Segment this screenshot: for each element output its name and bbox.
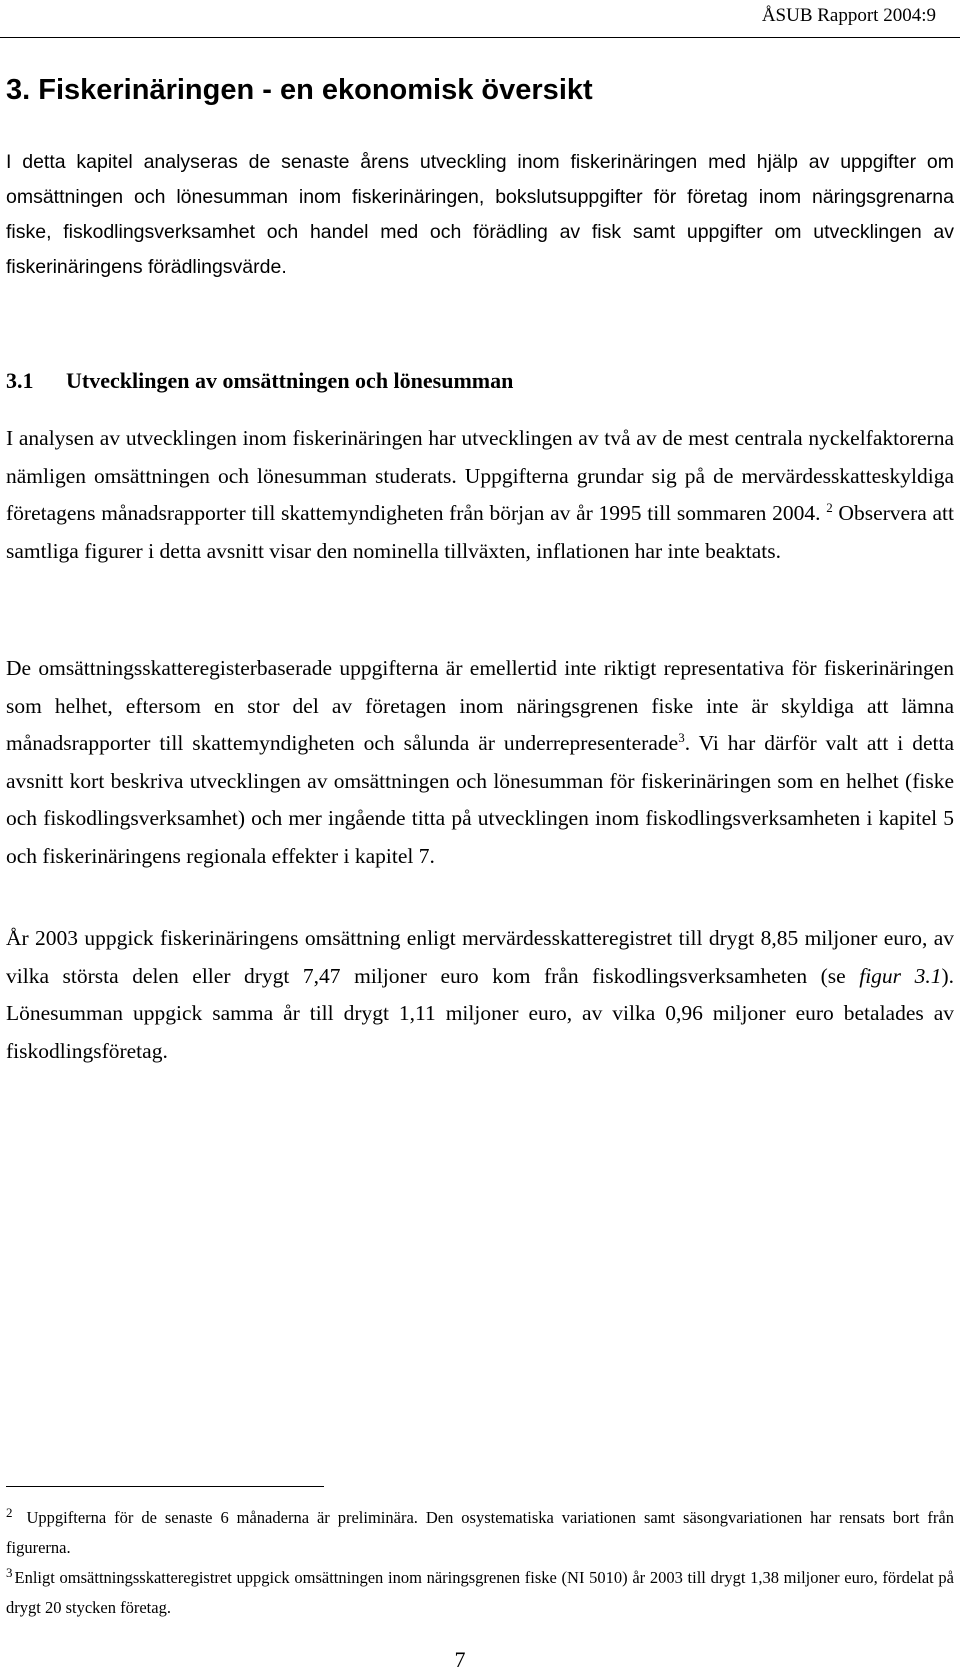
section-heading: [6, 366, 513, 396]
paragraph-data-source: [6, 420, 954, 570]
header-rule: [0, 37, 960, 38]
paragraph-text: Observera att samtliga figurer i detta avsnitt visar den nominella tillväxten, inflationen har inte beaktats.: [6, 501, 954, 563]
chapter-title: 3. Fiskerinäringen - en ekonomisk översikt: [6, 74, 593, 106]
chapter-intro: I detta kapitel analyseras de senaste årens utveckling inom fiskerinäringen med hjälp av uppgifter om omsättningen och lönesumman inom fiskerinäringen, bokslutsuppgifter för företag inom näringsgrenarna fiske, fiskodlingsverksamhet och handel med och förädling av fisk samt uppgifter om utvecklingen av fiskerinäringens förädlingsvärde.: [6, 151, 954, 278]
footnote-ref-3: 3: [678, 730, 685, 746]
footnote-text: Enligt omsättningsskatteregistret uppgick omsättningen inom näringsgrenen fiske (NI 5010) år 2003 till drygt 1,38 miljoner euro, fördelat på drygt 20 stycken företag.: [6, 1568, 954, 1617]
footnote-2: [6, 1503, 954, 1563]
section-number: 3.1: [6, 368, 34, 393]
paragraph-text: År 2003 uppgick fiskerinäringens omsättning enligt mervärdesskatteregistret till drygt 8,85 miljoner euro, av vilka största delen eller drygt 7,47 miljoner euro kom från fiskodlingsverksamheten (se: [6, 926, 954, 988]
paragraph-turnover-2003: [6, 920, 954, 1070]
figure-reference: figur 3.1: [859, 963, 942, 988]
section-title: Utvecklingen av omsättningen och lönesumman: [66, 368, 514, 393]
paragraph-representativeness: [6, 650, 954, 876]
footnote-separator: [6, 1486, 324, 1487]
footnote-text: Uppgifterna för de senaste 6 månaderna är preliminära. Den osystematiska variationen samt säsongvariationen har rensats bort från figurerna.: [6, 1508, 954, 1557]
running-header: ÅSUB Rapport 2004:9: [761, 5, 936, 26]
paragraph-text: ). Lönesumman uppgick samma år till drygt 1,11 miljoner euro, av vilka 0,96 miljoner euro betalades av fiskodlingsföretag.: [6, 963, 954, 1063]
page-number: 7: [454, 1647, 466, 1672]
paragraph-text: I analysen av utvecklingen inom fiskerinäringen har utvecklingen av två av de mest centrala nyckelfaktorerna nämligen omsättningen och lönesumman studerats. Uppgifterna grundar sig på de mervärdesskatteskyldiga företagens månadsrapporter till skattemyndigheten från början av år 1995 till sommaren 2004.: [6, 426, 954, 526]
paragraph-text: . Vi har därför valt att i detta avsnitt kort beskriva utvecklingen av omsättningen och lönesumman för fiskerinäringen som en helhet (fiske och fiskodlingsverksamhet) och mer ingående titta på utvecklingen inom fiskodlingsverksamheten i kapitel 5 och fiskerinäringens regionala effekter i kapitel 7.: [6, 731, 955, 868]
footnote-mark: 2: [6, 1504, 13, 1520]
footnote-ref-2: 2: [826, 500, 833, 516]
footnote-mark: 3: [6, 1564, 13, 1580]
paragraph-text: De omsättningsskatteregisterbaserade uppgifterna är emellertid inte riktigt representativa för fiskerinäringen som helhet, eftersom en stor del av företagen inom näringsgrenen fiske inte är skyldiga att lämna månadsrapporter till skattemyndigheten och sålunda är underrepresenterade: [6, 656, 954, 756]
footnote-3: [6, 1563, 954, 1623]
